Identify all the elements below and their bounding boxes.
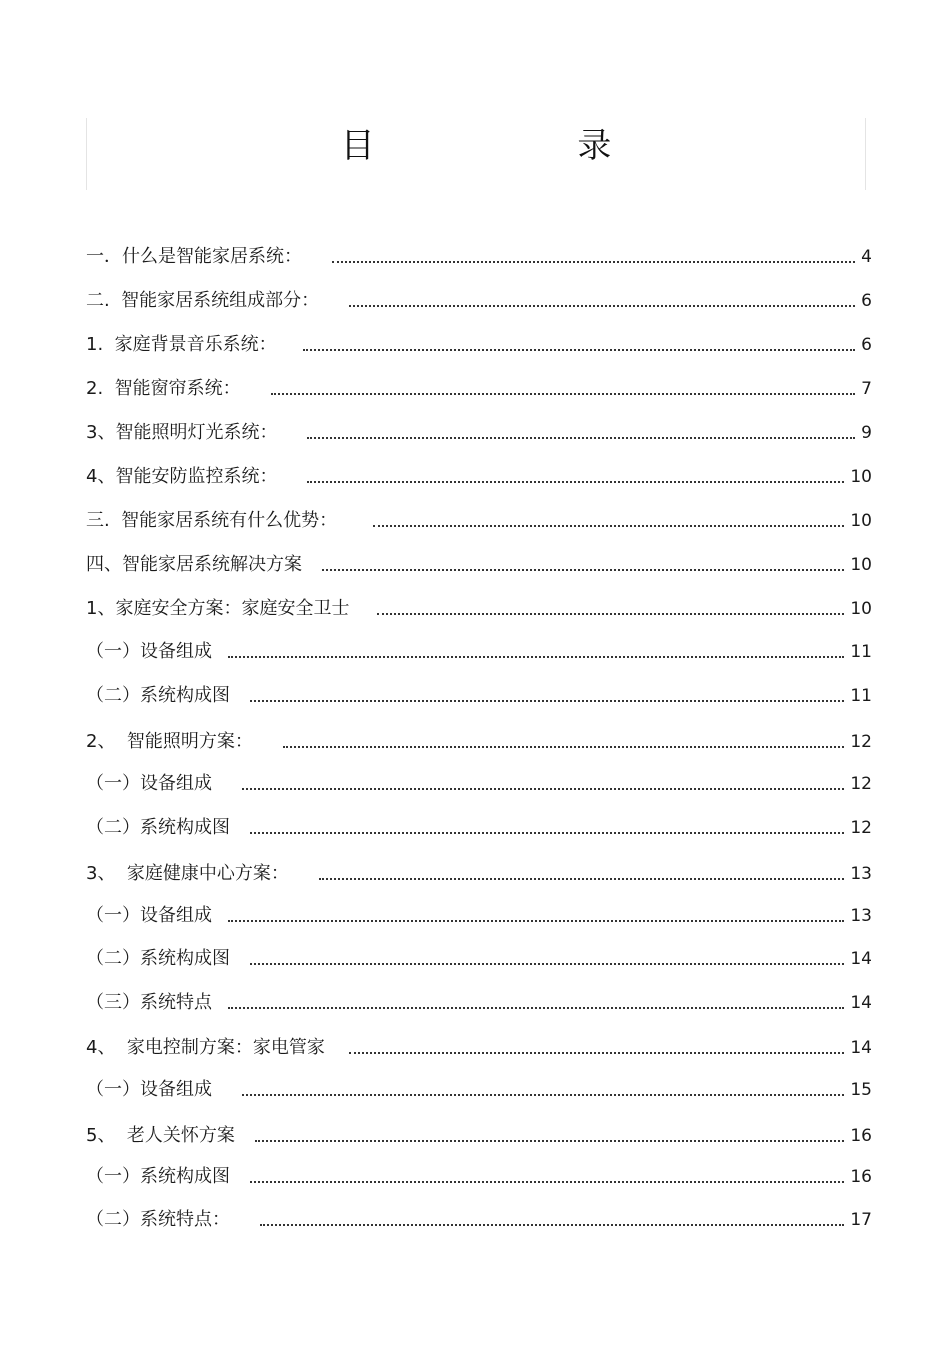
toc-entry-title: 2、 智能照明方案： bbox=[86, 731, 253, 752]
toc-leader-dots bbox=[228, 1007, 844, 1009]
toc-leader-dots bbox=[349, 1052, 844, 1054]
toc-entry-title: （一）系统构成图 bbox=[86, 1166, 230, 1187]
toc-leader-dots bbox=[260, 1224, 844, 1226]
toc-leader-dots bbox=[303, 349, 856, 351]
toc-entry-title: （三）系统特点 bbox=[86, 992, 212, 1013]
toc-entry[interactable] bbox=[86, 988, 872, 1014]
toc-entry[interactable] bbox=[86, 506, 872, 532]
toc-entry[interactable] bbox=[86, 418, 872, 444]
title-frame bbox=[86, 118, 866, 190]
toc-entry-title: 4、智能安防监控系统： bbox=[86, 466, 278, 487]
toc-entry-title: （二）系统构成图 bbox=[86, 948, 230, 969]
toc-entry[interactable] bbox=[86, 462, 872, 488]
toc-entry-title: （二）系统特点： bbox=[86, 1209, 230, 1230]
toc-entry[interactable] bbox=[86, 859, 872, 885]
toc-page-number: 16 bbox=[850, 1167, 872, 1187]
toc-leader-dots bbox=[228, 920, 844, 922]
toc-leader-dots bbox=[307, 437, 855, 439]
toc-leader-dots bbox=[255, 1140, 844, 1142]
toc-entry-title: 一．什么是智能家居系统： bbox=[86, 246, 302, 267]
toc-entry[interactable] bbox=[86, 901, 872, 927]
toc-entry-title: 1、家庭安全方案：家庭安全卫士 bbox=[86, 598, 350, 619]
toc-entry[interactable] bbox=[86, 594, 872, 620]
toc-page-number: 6 bbox=[861, 291, 872, 311]
toc-entry-title: （二）系统构成图 bbox=[86, 685, 230, 706]
toc-leader-dots bbox=[242, 1094, 844, 1096]
toc-entry[interactable] bbox=[86, 1121, 872, 1147]
toc-leader-dots bbox=[250, 700, 844, 702]
toc-page-number: 10 bbox=[850, 511, 872, 531]
toc-entry-title: （一）设备组成 bbox=[86, 641, 212, 662]
toc-page-number: 17 bbox=[850, 1210, 872, 1230]
toc-leader-dots bbox=[377, 613, 844, 615]
toc-leader-dots bbox=[250, 1181, 844, 1183]
toc-leader-dots bbox=[373, 525, 844, 527]
page-title: 目 录 bbox=[340, 126, 708, 166]
toc-leader-dots bbox=[349, 305, 855, 307]
toc-page-number: 4 bbox=[861, 247, 872, 267]
toc-page-number: 14 bbox=[850, 993, 872, 1013]
toc-page-number: 10 bbox=[850, 599, 872, 619]
toc-entry-title: 5、 老人关怀方案 bbox=[86, 1125, 235, 1146]
toc-leader-dots bbox=[307, 481, 844, 483]
toc-entry[interactable] bbox=[86, 1033, 872, 1059]
toc-leader-dots bbox=[228, 656, 844, 658]
toc-entry[interactable] bbox=[86, 769, 872, 795]
toc-leader-dots bbox=[271, 393, 856, 395]
toc-entry[interactable] bbox=[86, 813, 872, 839]
toc-entry-title: （二）系统构成图 bbox=[86, 817, 230, 838]
toc-entry[interactable] bbox=[86, 286, 872, 312]
toc-entry[interactable] bbox=[86, 1162, 872, 1188]
toc-entry[interactable] bbox=[86, 550, 872, 576]
toc-entry-title: 4、 家电控制方案：家电管家 bbox=[86, 1037, 325, 1058]
toc-entry[interactable] bbox=[86, 637, 872, 663]
toc-page-number: 6 bbox=[861, 335, 872, 355]
toc-page-number: 12 bbox=[850, 774, 872, 794]
toc-page-number: 7 bbox=[861, 379, 872, 399]
toc-page-number: 11 bbox=[850, 642, 872, 662]
toc-entry[interactable] bbox=[86, 681, 872, 707]
toc-page-number: 9 bbox=[861, 423, 872, 443]
toc-leader-dots bbox=[250, 963, 844, 965]
toc-entry-title: 3、 家庭健康中心方案： bbox=[86, 863, 289, 884]
toc-leader-dots bbox=[283, 746, 844, 748]
toc-leader-dots bbox=[250, 832, 844, 834]
toc-entry[interactable] bbox=[86, 727, 872, 753]
toc-entry[interactable] bbox=[86, 944, 872, 970]
toc-leader-dots bbox=[242, 788, 844, 790]
toc-entry-title: （一）设备组成 bbox=[86, 1079, 212, 1100]
toc-page-number: 10 bbox=[850, 467, 872, 487]
toc-entry-title: 1. 家庭背景音乐系统： bbox=[86, 334, 277, 355]
toc-leader-dots bbox=[319, 878, 844, 880]
toc-page-number: 10 bbox=[850, 555, 872, 575]
toc-entry-title: （一）设备组成 bbox=[86, 905, 212, 926]
toc-page-number: 13 bbox=[850, 864, 872, 884]
toc-page-number: 11 bbox=[850, 686, 872, 706]
toc-entry-title: 二. 智能家居系统组成部分： bbox=[86, 290, 320, 311]
toc-leader-dots bbox=[332, 261, 855, 263]
toc-entry-title: （一）设备组成 bbox=[86, 773, 212, 794]
toc-entry-title: 3、智能照明灯光系统： bbox=[86, 422, 278, 443]
toc-entry-title: 三. 智能家居系统有什么优势： bbox=[86, 510, 338, 531]
toc-entry[interactable] bbox=[86, 330, 872, 356]
toc-page-number: 15 bbox=[850, 1080, 872, 1100]
toc-page-number: 16 bbox=[850, 1126, 872, 1146]
toc-entry[interactable] bbox=[86, 242, 872, 268]
toc-page-number: 14 bbox=[850, 1038, 872, 1058]
toc-entry[interactable] bbox=[86, 374, 872, 400]
toc-page-number: 13 bbox=[850, 906, 872, 926]
toc-entry[interactable] bbox=[86, 1075, 872, 1101]
toc-page-number: 14 bbox=[850, 949, 872, 969]
toc-entry-title: 2. 智能窗帘系统： bbox=[86, 378, 241, 399]
toc-entry[interactable] bbox=[86, 1205, 872, 1231]
toc-page-number: 12 bbox=[850, 732, 872, 752]
toc-page-number: 12 bbox=[850, 818, 872, 838]
toc-leader-dots bbox=[322, 569, 844, 571]
toc-entry-title: 四、智能家居系统解决方案 bbox=[86, 554, 302, 575]
